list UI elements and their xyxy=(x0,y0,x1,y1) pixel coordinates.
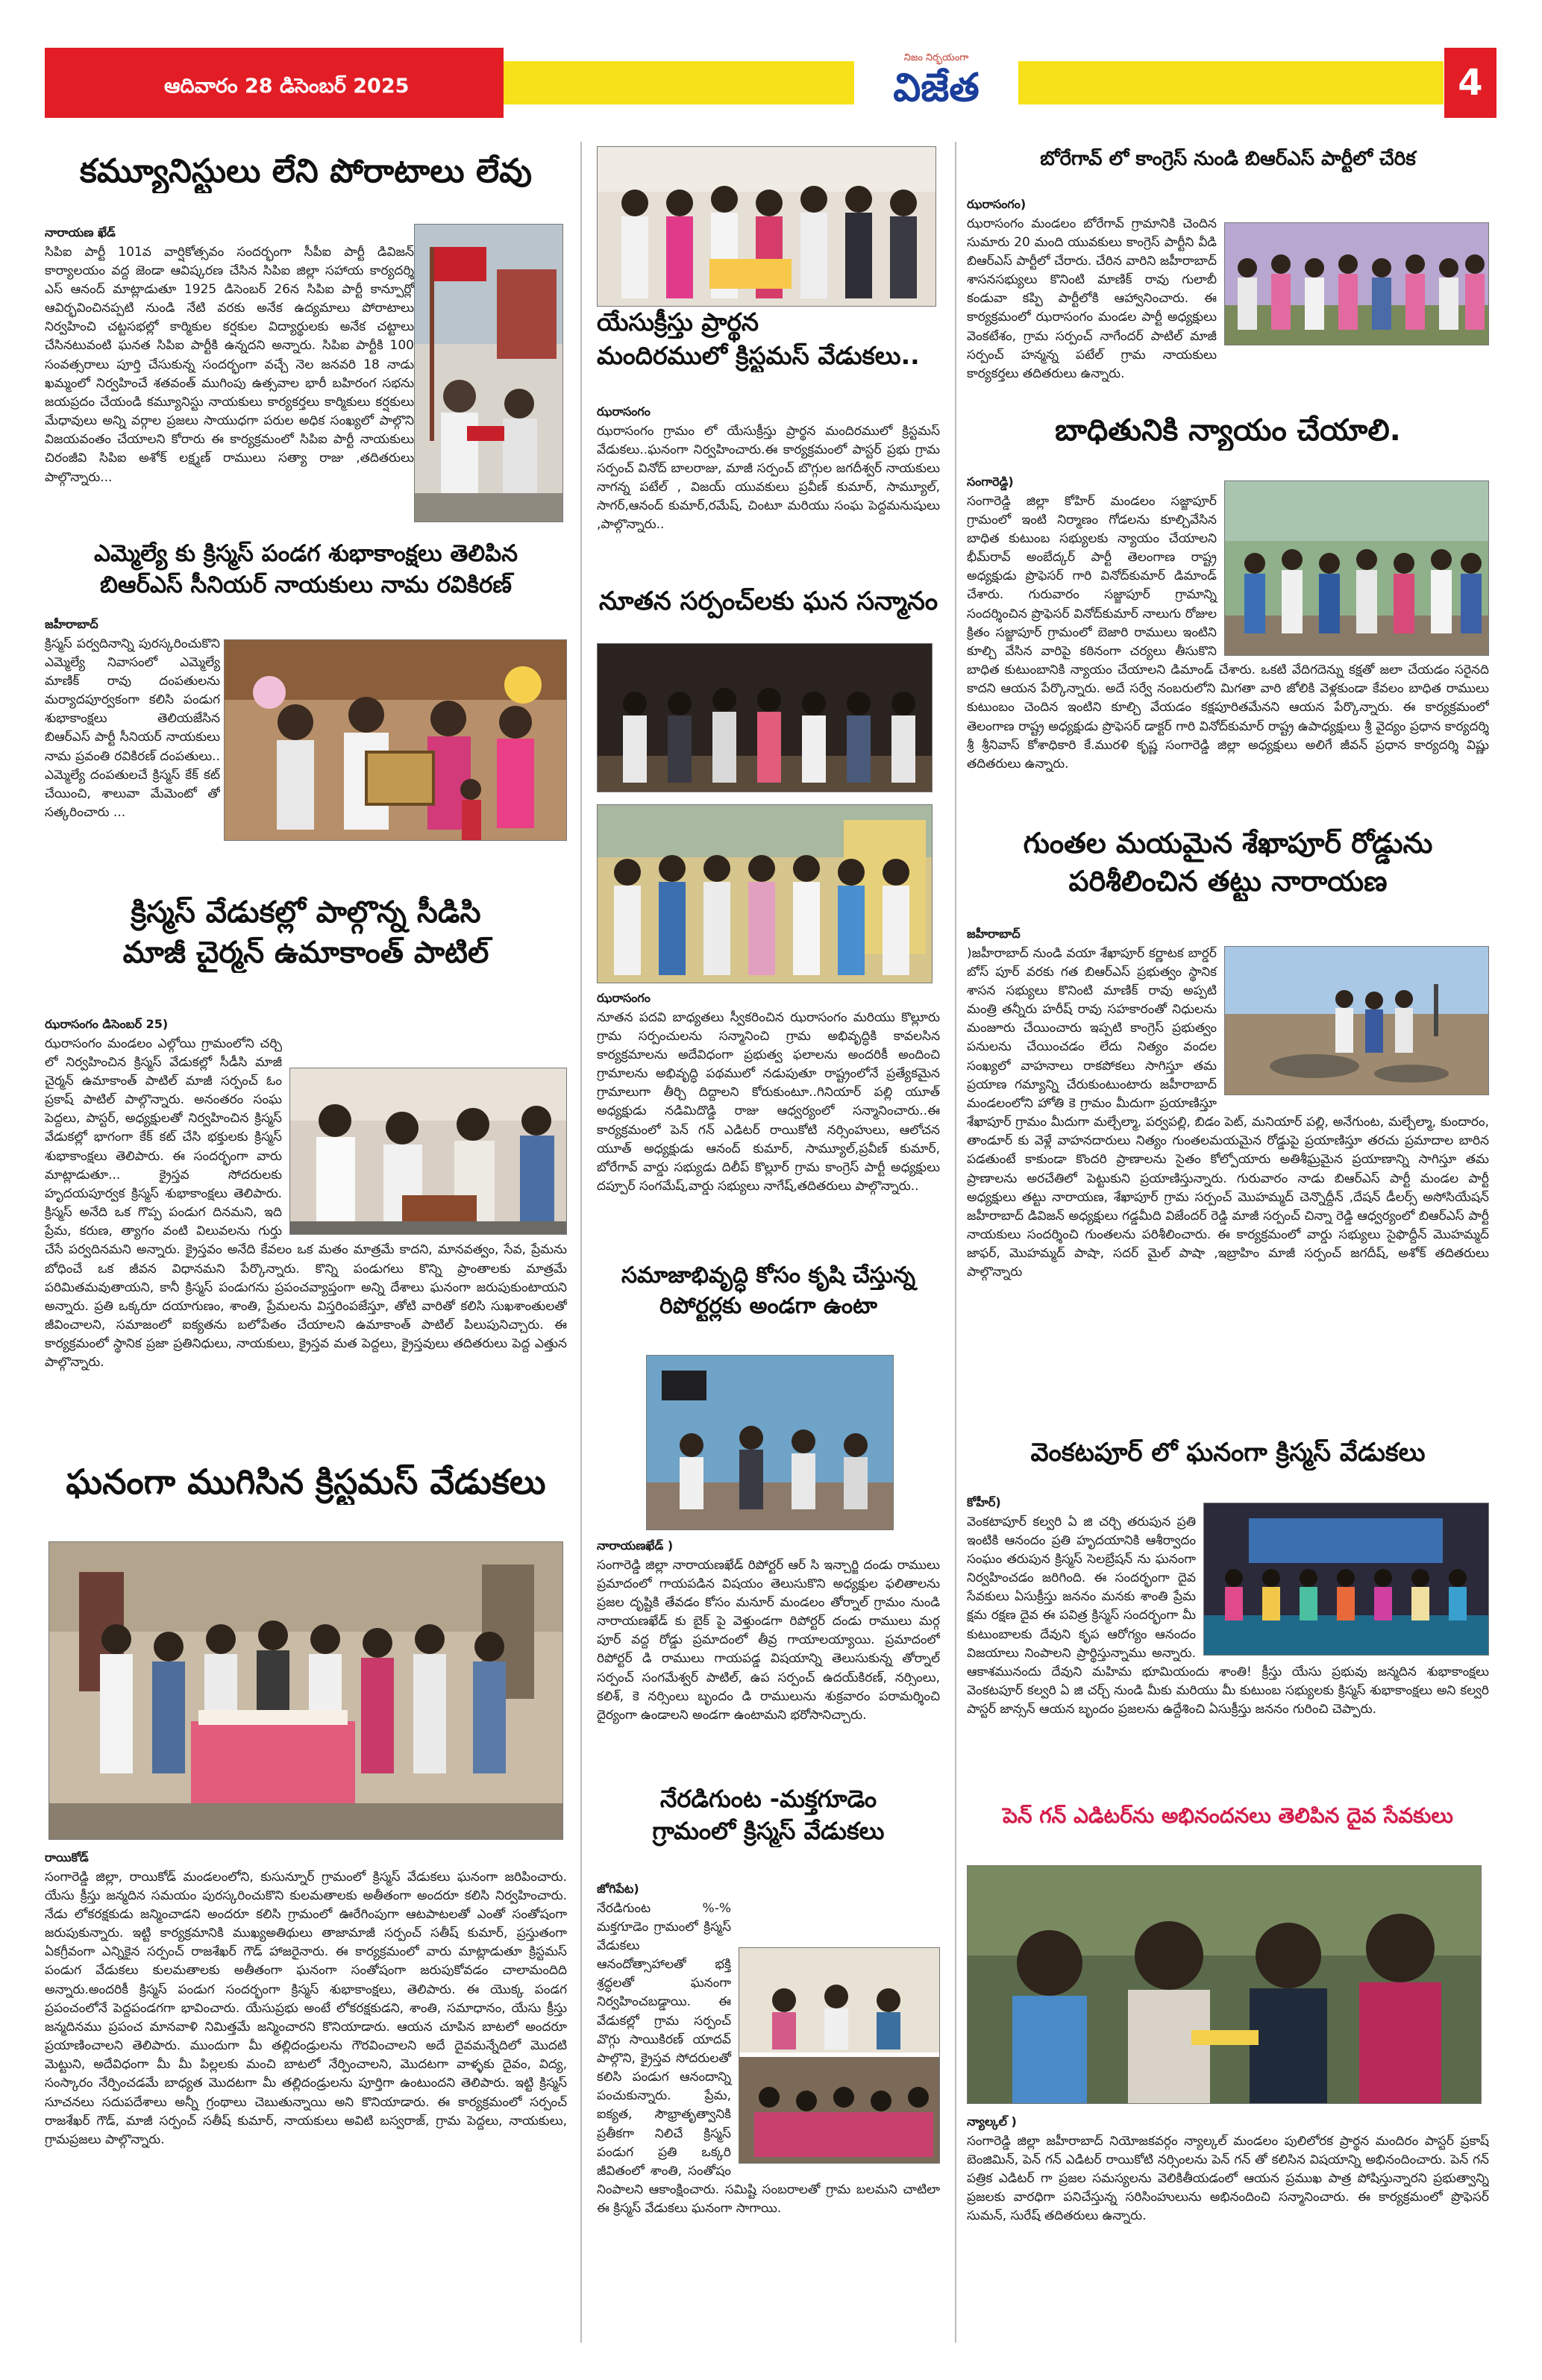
headline-mla-wishes xyxy=(45,539,567,601)
photo-mla-family xyxy=(224,639,567,841)
story-text: వెంకటాపూర్ కల్వరి ఏ జి చర్చి తరుపున ప్రతి ఇంటికి ఆనందం ప్రతి హృదయానికి ఆశీర్వాదం సంఘం తరుపున క్రిస్మస్ సెలబ్రేషన్ ను ఘనంగా నిర్వహించడం జరిగింది. ఈ సందర్భంగా దైవ సేవకులు ఏసుక్రీస్తు జననం మనకు శాంతి ప్రేమ క్షమ రక్షణ దైవ ఈ పవిత్ర క్రిస్మస్ సందర్భంగా మీ కుటుంబాలకు దేవుని కృప ఆరోగ్యం ఆనందం విజయాలు నింపాలని ప్రార్థిస్తున్నాము అన్నారు. ఆకాశమునందు దేవుని మహిమ భూమియందు శాంతి! క్రీస్తు యేసు ప్రభువు జన్మదిన శుభాకాంక్షలు వెంకటపూర్ కల్వరి ఏ జి చర్చ్ నుండి మీకు మరియు మీ కుటుంబ సభ్యులకు క్రిస్మస్ శుభాకాంక్షలు అని కల్వరి పాస్టర్ జాన్సన్ ఆయన బృందం ప్రజలను ఉద్దేశించి ఏసుక్రీస్తు జననం గురించి చెప్పారు. xyxy=(967,1514,1489,1717)
photo-victim-meeting-image xyxy=(1225,481,1489,656)
story-venkatapur xyxy=(967,1494,1489,1792)
headline-line: మందిరములో క్రిస్టమస్ వేడుకలు.. xyxy=(597,340,920,370)
dateline: ఝరాసంగం) xyxy=(967,197,1027,211)
photo-reporters xyxy=(646,1355,894,1530)
story-text: సంగారెడ్డి జిల్లా, రాయికోడ్ మండలంలోని, కుసున్నూర్ గ్రామంలో క్రిస్మస్ వేడుకలు ఘనంగా జరిపించారు. యేసు క్రీస్తు జన్మదిన సమయం పురస్కరించుకొని కులమతాలకు అతీతంగా అందరూ కలిసి నిర్వహించారు. నేడు లోకరక్షకుడు జన్మించాడని అందరూ కలిసి గ్రామంలో ఊరేగింపుగా ఆటపాటలతో ఎంతో సంతోషంగా జరుపుకున్నారు. ఇట్టి కార్యక్రమానికి ముఖ్యఅతిథులు తాజామాజీ సర్పంచ్ సతీష్ కుమార్, ప్రస్తుతంగా ఏకగ్రీవంగా ఎన్నికైన సర్పంచ్ రాజశేఖర్ గౌడ్ హాజరైనారు. ఈ కార్యక్రమంలో వారు మాట్లాడుతూ క్రిస్టమస్ పండుగ వేడుకలు కులమతాలకు అతీతంగా ఘనంగా సంతోషంగా జరుపుకోవడం చాలామందిది అన్నారు.అందరికీ క్రిస్మస్ పండుగ సందర్భంగా క్రిస్మస్ శుభాకాంక్షలు, తెలిపారు. ఈ యొక్క పండగ ప్రపంచంలోనే పెద్దపండగగా భావించారు. యేసుప్రభు అంటే లోకరక్షకుడని, శాంతి, సమాధానం, యేసు క్రీస్తు జన్మదినము ప్రపంచ మానవాళి నిమిత్తమే జన్మించారని కొనియాడారు. ఆయన చూపిన బాటలో అందరూ ప్రయాణించాలని తెలిపారు. ముందుగా మీ తల్లిదండ్రులను గౌరవించాలని అదే దైవమన్నేదిలో మొదటి మెట్టుని, అదేవిధంగా మీ మీ పిల్లలకు మంచి బాటలో నేర్పించాలని, మొదటగా వాళ్ళకు దైవం, విద్య, సంస్కారం నేర్పించడమే బాధ్యత మొదటగా మీ తల్లిదండ్రులను పూర్తిగా ఉంటుందని తెలిపారు. ఇట్టి క్రిస్మస్ సూచనలు సదుపదేశాలు అన్నీ గ్రంథాలు చెబుతున్నాయి అని కొనియాడారు. ఈ కార్యక్రమంలో సర్పంచ్ రాజశేఖర్ గౌడ్, మాజీ సర్పంచ్ సతీష్ కుమార్, నాయకులు అవిటి బస్వరాజ్, గ్రామ పెద్దలు, నాయకులు, గ్రామప్రజలు పాల్గొన్నారు. xyxy=(45,1869,567,2147)
photo-cake-cutting xyxy=(289,1068,567,1235)
dateline: ఝరాసంగం xyxy=(597,404,651,419)
column-divider xyxy=(580,142,582,2343)
photo-brs-joining xyxy=(1224,222,1489,345)
headline-line: గుంతల మయమైన శేఖాపూర్ రోడ్డును xyxy=(1023,827,1433,859)
photo-christmas-group xyxy=(48,1541,563,1840)
headline-umakanth xyxy=(45,892,567,973)
story-text: ఝరాసంగం మండలం ఎల్గోయి గ్రామంలోని చర్చి లో నిర్వహించిన క్రిస్మస్ వేడుకల్లో సీడీసి మాజీ చైర్మన్ ఉమాకాంత్ పాటిల్ మాజీ సర్పంచ్ ఓం ప్రకాష్ పాటిల్ పాల్గొన్నారు. అనంతరం సంఘ పెద్దలు, పాస్టర్, అధ్యక్షులతో నిర్వహించిన క్రిస్మస్ వేడుకల్లో భాగంగా కేక్ కట్ చేసి భక్తులకు క్రిస్మస్ శుభాకాంక్షలు తెలిపారు. ఈ సందర్భంగా వారు మాట్లాడుతూ... క్రైస్తవ సోదరులకు హృదయపూర్వక క్రిస్మస్ శుభాకాంక్షలు తెలిపారు. క్రిస్మస్ అనేది ఒక గొప్ప పండుగ దినమని, ఇది ప్రేమ, కరుణ, త్యాగం వంటి విలువలను గుర్తు చేసే పర్వదినమని అన్నారు. క్రైస్తవం అనేది కేవలం ఒక మతం మాత్రమే కాదని, మానవత్వం, సేవ, ప్రేమను బోధించే ఒక జీవన విధానమని పేర్కొన్నారు. కొన్ని పండుగలు కొన్ని ప్రాంతాలకు మాత్రమే పరిమితమవుతాయని, కానీ క్రిస్మస్ పండుగను ప్రపంచవ్యాప్తంగా అన్ని దేశాలు ఘనంగా జరుపుకుంటాయని అన్నారు. ప్రతి ఒక్కరూ దయాగుణం, శాంతి, ప్రేమలను విస్తరింపజేస్తూ, తోటి వారితో కలిసి సుఖశాంతులతో జీవించాలని, సమాజంలో ఐక్యతను బలోపేతం చేయాలని ఉమాకాంత్ పాటిల్ పిలుపునిచ్చారు. ఈ కార్యక్రమంలో స్థానిక ప్రజా ప్రతినిధులు, నాయకులు, క్రైస్తవ మత పెద్దలు, క్రైస్తవులు తదితరులు పెద్ద ఎత్తున పాల్గొన్నారు. xyxy=(45,1036,567,1371)
photo-sarpanch-night xyxy=(597,643,933,792)
story-umakanth xyxy=(45,1015,567,1448)
headline-justice-victim: బాధితునికి న్యాయం చేయాలి. xyxy=(1055,413,1401,448)
headline-line: ఎమ్మెల్యే కు క్రిస్మస్ పండగ శుభాకాంక్షలు తెలిపిన xyxy=(94,540,518,567)
photo-church-celebration-image xyxy=(598,147,936,307)
photo-sarpanch-night-image xyxy=(598,644,933,792)
headline-pengun-editor: పెన్ గన్ ఎడిటర్‌ను అభినందనలు తెలిపిన దైవ సేవకులు xyxy=(1003,1803,1453,1828)
dateline: నారాయణ ఖేడ్ xyxy=(45,225,116,239)
story-brs-joining xyxy=(967,195,1489,408)
logo-text: విజేత xyxy=(893,65,980,110)
story-text: ఝరాసంగం మండలం బోరేగావ్ గ్రామానికి చెందిన సుమారు 20 మంది యువకులు కాంగ్రెస్ పార్టీని వీడి బిఆర్ఎస్ పార్టీలో చేరారు. చేరిన వారిని జహీరాబాద్ శాసనసభ్యులు కొనింటి మాణిక్ రావు గులాబీ కండువా కప్పి పార్టీలోకి ఆహ్వానించారు. ఈ కార్యక్రమంలో ఝరాసంగం మండల పార్టీ అధ్యక్షులు వెంకటేశం, గ్రామ సర్పంచ్ నాగేందర్ పాటిల్ మాజీ సర్పంచ్ హన్మన్న పటేల్ గ్రామ నాయకులు కార్యకర్తలు తదితరులు ఉన్నారు. xyxy=(967,216,1217,381)
headline-brs-joining: బోరేగావ్ లో కాంగ్రెస్ నుండి బిఆర్ఎస్ పార్టీలో చేరిక xyxy=(1040,148,1416,170)
story-text: సిపిఐ పార్టీ 101వ వార్షికోత్సవం సందర్భంగా సీపీఐ పార్టీ డివిజన్ కార్యాలయం వద్ద జెండా ఆవిష్కరణ చేసిన సిపిఐ జిల్లా సహాయ కార్యదర్శి ఎస్ ఆనంద్ మాట్లాడుతూ 1925 డిసెంబర్ 26న సిపిఐ పార్టీ కాన్పూర్లో ఆవిర్భవించినప్పటి నుండి నేటి వరకు అనేక ఉద్యమాలు పోరాటాలు నిర్వహించి చట్టసభల్లో కార్మికుల కర్షకుల విద్యార్థులకు అనేక చట్టాలు చేసినటువంటి ఘనత సిపిఐ పార్టీకి ఉన్నదని అన్నారు. సిపిఐ పార్టీకి 100 సంవత్సరాలు పూర్తి చేసుకున్న సందర్భంగా వచ్చే నెల జనవరి 18 నాడు ఖమ్మంలో నిర్వహించే శతవంత్ ముగింపు ఉత్సవాల భారీ బహిరంగ సభను జయప్రదం చేయండి కమ్యూనిస్టు నాయకులు కార్యకర్తలు కార్మికులు కర్షకులు మేధావులు అన్ని వర్గాల ప్రజలు సాయుధగా పరుల అధిక సంఖ్యలో పాల్గొని విజయవంతం చేయాలని కోరారు ఈ కార్యక్రమంలో సిపిఐ పార్టీ నాయకులు చిరంజీవి సిపిఐ అశోక్ లక్ష్మణ్ రాములు సత్యా రాజు ,తదితరులు పాల్గొన్నారు... xyxy=(45,244,414,485)
headline-line: బిఆర్ఎస్ సీనియర్ నాయకులు నామ రవికిరణ్ xyxy=(99,571,513,598)
dateline: జహీరాబాద్ xyxy=(967,927,1021,941)
headline-line: రిపోర్టర్లకు అండగా ఉంటా xyxy=(659,1292,877,1319)
photo-reporters-image xyxy=(647,1356,894,1530)
masthead xyxy=(45,48,1496,118)
headline-line: పరిశీలించిన తట్టు నారాయణ xyxy=(1068,865,1388,898)
photo-sarpanch-day-image xyxy=(598,805,933,983)
photo-cake-cutting-image xyxy=(290,1068,567,1235)
photo-brs-joining-image xyxy=(1225,223,1489,345)
dateline: రాయికోడ్ xyxy=(45,1850,89,1864)
photo-cpi-flag-image xyxy=(415,225,563,522)
story-text: సంగారెడ్డి జిల్లా నారాయణఖేడ్ రిపోర్టర్ ఆర్ సి ఇన్చార్జి దండు రాములు ప్రమాదంలో గాయపడిన విషయం తెలుసుకొని అధ్యక్షుల ఫలితాలను ప్రజల దృష్టికి తేవడం కోసం మనూర్ మండలం తోర్నాల్ గ్రామం నుండి నారాయణఖేడ్ కు బైక్ పై వెళ్తుండగా రిపోర్టర్ దండు రాములు మర్గ పూర్ వద్ద రోడ్డు ప్రమాదంలో తీవ్ర గాయాలయ్యాయి. ప్రమాదంలో రిపోర్టర్ డి రాములు గాయపడ్డ విషయాన్ని తెలుసుకున్న తోర్నాల్ సర్పంచ్ సంగమేశ్వర్ పాటిల్, ఉప సర్పంచ్ ఉదయ్‌కిరణ్, నర్సింలు, కలిశ్, కె నర్సింలు బృందం డి రాములును శుక్రవారం పరామర్శించి దైర్యంగా ఉండాలని అండగా ఉంటామని భరోసానిచ్చారు. xyxy=(597,1557,940,1723)
dateline: సంగారెడ్డి) xyxy=(967,475,1014,489)
page-number: 4 xyxy=(1444,48,1496,118)
story-text: నేరడిగుంట %-% మక్తగూడెం గ్రామంలో క్రిస్మస్ వేడుకలు ఆనందోత్సాహాలతో భక్తి శ్రద్ధలతో ఘనంగా నిర్వహించబడ్డాయి. ఈ వేడుకల్లో గ్రామ సర్పంచ్ వొగ్గు సాయికిరణ్ యాదవ్ పాల్గొని, క్రైస్తవ సోదరులతో కలిసి పండుగ ఆనందాన్ని పంచుకున్నారు. ప్రేమ, ఐక్యత, సౌభ్రాతృత్వానికి ప్రతీకగా నిలిచే క్రిస్మస్ పండుగ ప్రతి ఒక్కరి జీవితంలో శాంతి, సంతోషం నింపాలని ఆకాంక్షించారు. సమిష్టి సంబరాలతో గ్రామ బలమని చాటిలా ఈ క్రిస్మస్ వేడుకలు ఘనంగా సాగాయి. xyxy=(597,1900,940,2217)
headline-reporters-support xyxy=(597,1261,940,1321)
headline-venkatapur: వెంకటపూర్ లో ఘనంగా క్రిస్మస్ వేడుకలు xyxy=(1030,1438,1426,1468)
story-christmas-concluded xyxy=(45,1849,567,2341)
headline-line: గ్రామంలో క్రిస్మస్ వేడుకలు xyxy=(652,1817,885,1846)
story-text: )జహీరాబాద్ నుండి వయా శేఖాపూర్ కర్ణాటక బార్డర్ బోస్ పూర్ వరకు గత బిఆర్ఎస్ ప్రభుత్వం స్థానిక శాసన సభ్యులు కొనింటి మాణిక్ రావు అప్పటి మంత్రి తన్నీరు హరీష్ రావు సహకారంతో నిధులను మంజూరు చేయించారు ఇప్పటి కాంగ్రెస్ ప్రభుత్వం పనులను చేయించడం లేదు నిత్యం వందల సంఖ్యలో వాహనాలు రాకపోకలు సాగిస్తూ తమ ప్రయాణ గమ్యాన్ని చేరుకుంటుంటారు జహీరాబాద్ మండలంలోని హోతి కె గ్రామం మీదుగా ప్రయాణిస్తూ శేఖాపూర్ గ్రామం మీదుగా మల్చేల్మా, పర్వపల్లి, బిడం పెట్, మనియార్ పల్లి, అనేగుంట, మల్చేల్మా, కుందారం, తాండూర్ కు వెళ్లే వాహనదారులు నిత్యం గుంతలమయమైన రోడ్డుపై ప్రయాణిస్తూ తరచు ప్రమాదాల బారిన పడతుంటే కాకుండా కొందరి ప్రాణాలను సైతం కోల్పోయారు అతిశీఘ్రమైన ప్రయాణాన్ని సాగిస్తూ తమ ప్రాణాలను అరచేతిలో పెట్టుకుని ప్రయాణిస్తున్నారు. గురువారం నాడు బిఆర్ఎస్ పార్టీ మండల పార్టీ అధ్యక్షులు తట్టు నారాయణ, శేఖాపూర్ గ్రామ సర్పంచ్ మొహమ్మద్ చెన్నొద్దీన్ ,దేషన్ డీలర్స్ అసోసియేషన్ జహీరాబాద్ డివిజన్ అధ్యక్షులు గడ్డమీది విజేందర్ రెడ్డి మాజీ సర్పంచ్ చిన్నా రెడ్డి ఆధ్వర్యంలో బిఆర్ఎస్ పార్టీ నాయకులు సందర్శించి గుంతలను పరిశీలించారు. ఈ కార్యక్రమంలో వార్డు సభ్యులు సైఫొద్దీన్ మొహమ్మద్ జాఫర్, మొహమ్మద్ పాషా, సదర్ మైల్ పాషా ,ఇబ్రాహిం మాజీ సర్పంచ్ జగదీష్, అశోక్ తదితరులు పాల్గొన్నారు xyxy=(967,945,1489,1280)
story-text: ఝరాసంగం గ్రామం లో యేసుక్రీస్తు ప్రార్థన మందిరములో క్రిస్టమస్ వేడుకలు..ఘనంగా నిర్వహించారు.ఈ కార్యక్రమంలో పాస్టర్ ప్రభు గ్రామ సర్పంచ్ వినోద్ బాలరాజు, మాజీ సర్పంచ్ బొగ్గుల జగదీశ్వర్ నాయకులు నాగన్న పటేల్ , విజయ్ యువకులు ప్రవీణ్ కుమార్, సామ్యూల్, సాగర్,ఆనంద్ కుమార్,రమేష్, చింటూ మరియు సంఘ పెద్దమనుషులు ,పాల్గొన్నారు.. xyxy=(597,423,940,533)
photo-church-celebration xyxy=(597,146,936,307)
headline-line: క్రిస్మస్ వేడుకల్లో పాల్గొన్న సీడిసి xyxy=(131,895,481,930)
photo-sarpanch-day xyxy=(597,804,933,983)
issue-date: ఆదివారం 28 డిసెంబర్ 2025 xyxy=(164,75,410,98)
newspaper-logo xyxy=(854,49,1018,116)
story-mla-wishes xyxy=(45,616,220,847)
dateline: కోహీర్) xyxy=(967,1495,1001,1509)
photo-pengun-editor xyxy=(967,1865,1482,2104)
photo-cpi-flag xyxy=(414,224,563,522)
dateline: ఝరాసంగం xyxy=(597,991,651,1005)
photo-potholed-road-image xyxy=(1225,947,1489,1095)
headline-potholed-road xyxy=(967,824,1489,901)
headline-line: యేసుక్రీస్తు ప్రార్థన xyxy=(597,307,759,336)
story-text: క్రిస్మస్ పర్వదినాన్ని పురస్కరించుకొని ఎమ్మెల్యే నివాసంలో ఎమ్మెల్యే మాణిక్ రావు దంపతులను మర్యాదపూర్వకంగా కలిసి పండుగ శుభాకాంక్షలు తెలియజేసిన బిఆర్ఎస్ పార్టీ సీనియర్ నాయకులు నామ ప్రవంతి రవికిరణ్ దంపతులు.. ఎమ్మెల్యే దంపతులచే క్రిస్మస్ కేక్ కట్ చేయించి, శాలువా మేమెంటో తో సత్కరించారు ... xyxy=(45,636,220,821)
masthead-red-bar xyxy=(45,48,504,118)
headline-sarpanch-felicitation: నూతన సర్పంచ్‌లకు ఘన సన్మానం xyxy=(598,586,938,616)
headline-communists: కమ్యూనిస్టులు లేని పోరాటాలు లేవు xyxy=(79,152,533,190)
photo-christmas-group-image xyxy=(49,1542,563,1840)
photo-venkatapur-stage-image xyxy=(1204,1503,1489,1656)
photo-neradigunta-image xyxy=(739,1948,940,2164)
logo-tagline: నిజం నిర్భయంగా xyxy=(903,52,969,63)
story-reporters-support xyxy=(597,1537,940,1776)
story-text: సంగారెడ్డి జిల్లా కోహిర్ మండలం సజ్జాపూర్ గ్రామంలో ఇంటి నిర్మాణం గోడలను కూల్చివేసిన బాధిత కుటుంబ సభ్యులకు న్యాయం చేయాలని భీమ్‌రావ్ అంబేద్కర్ పార్టీ తెలంగాణ రాష్ట్ర అధ్యక్షుడు ప్రొఫెసర్ గారి వినోద్‌కుమార్ డిమాండ్ చేశారు. గురువారం సజ్జాపూర్ గ్రామాన్ని సందర్శించిన ప్రొఫెసర్ వినోద్‌కుమార్ నాలుగు రోజుల క్రితం సజ్జాపూర్ గ్రామంలో బెజారి రాములు ఇంటిని కూల్చి వేసిన వారిపై కఠినంగా చర్యలు తీసుకొని బాధిత కుటుంబానికి న్యాయం చేయాలని డిమాండ్ చేశారు. ఒకటి వేదిగదెన్ను కక్షతో జలా చేయడం సరైనది కాదని ఆయన పేర్కొన్నారు. అదే సర్వే నంబరులోని మిగతా వారి జోలికి వెళ్లకుండా కేవలం బాధిత రాములు కుటుంబం చెందిన ఇంటిని కూల్చి వేయడం కక్షపూరితమేనని ఆయన పేర్కొన్నారు. ఈ కార్యక్రమంలో తెలంగాణ రాష్ట్ర అధ్యక్షుడు ప్రొఫెసర్ డాక్టర్ గారి వినోద్‌కుమార్ రాష్ట్ర ఉపాధ్యక్షులు శ్రీ వైద్యం ప్రధాన కార్యదర్శి శ్రీ శ్రీనివాస్ కోశాధికారి కే.మురళి కృష్ణ సంగారెడ్డి జిల్లా అధ్యక్షులు అలిగే జీవన్ ప్రధాన కార్యదర్శి విష్ణు తదితరులు ఉన్నారు. xyxy=(967,493,1489,771)
photo-pengun-editor-image xyxy=(968,1866,1482,2104)
story-text: సంగారెడ్డి జిల్లా జహీరాబాద్ నియోజకవర్గం న్యాల్కల్ మండలం పులిలోరక ప్రార్థన మందిరం పాస్టర్ ప్రకాష్ బెంజిమిన్, పెన్ గన్ ఎడిటర్ రాయికోటి నర్సింలను పెన్ గన్ తో కలిసిన విషయాన్ని అభినందించారు. పెన్ గన్ పత్రిక ఎడిటర్ గా ప్రజల సమస్యలను వెలికితీయడంలో ఆయన ప్రముఖ పాత్ర పోషిస్తున్నారని ప్రభుత్వాన్ని ప్రజలకు వారధిగా పనిచేస్తున్న సరిసింహులును అభినందించి సన్మానించారు. ఈ కార్యక్రమంలో ప్రొఫెసర్ సుమన్, సురేష్ తదితరులు ఉన్నారు. xyxy=(967,2133,1489,2224)
story-text: నూతన పదవి బాధ్యతలు స్వీకరించిన ఝరాసంగం మరియు కొల్లూరు గ్రామ సర్పంచులను సన్మానించి గ్రామ అభివృద్ధికి కావలసిన కార్యక్రమాలను అదేవిధంగా ప్రభుత్వ ఫలాలను అందరికీ అందించి గ్రామాలను అభివృద్ధి పథములో నడుపుతూ రాష్ట్రంలోనే ప్రత్యేకమైన గ్రామాలుగా తీర్చి దిద్దాలని కోరుకుంటూ..గినియార్ పల్లి యూత్ అధ్యక్షుడు నడిమిదొడ్డి రాజు ఆధ్వర్యంలో సన్మానించారు..ఈ కార్యక్రమంలో పెన్ గన్ ఎడిటర్ రాయికోటి నర్సింహులు, ఆలోచన యూత్ అధ్యక్షుడు ఆనంద్ కుమార్, సామ్యూల్,ప్రవీణ్ కుమార్, బోరేగావ్ వార్డు సభ్యుడు దిలీప్ కొల్లూర్ గ్రామ కాంగ్రెస్ పార్టీ అధ్యక్షులు దప్పూర్ సంగమేష్,వార్డు సభ్యులు నాగేష్,తదితరులు పాల్గొన్నారు.. xyxy=(597,1009,940,1194)
dateline: న్యాల్కల్ ) xyxy=(967,2114,1017,2129)
headline-line: నేరడిగుంట -మక్తగూడెం xyxy=(659,1785,877,1813)
headline-line: మాజీ చైర్మన్ ఉమాకాంత్ పాటిల్ xyxy=(122,936,489,970)
story-neradigunta xyxy=(597,1880,940,2343)
story-communists xyxy=(45,224,414,537)
headline-line: సమాజాభివృద్ధి కోసం కృషి చేస్తున్న xyxy=(621,1262,916,1288)
story-pengun-editor xyxy=(967,2113,1489,2337)
photo-mla-family-image xyxy=(225,640,567,841)
dateline: జహీరాబాద్ xyxy=(45,617,98,631)
headline-church-christmas xyxy=(597,306,947,372)
headline-christmas-concluded: ఘనంగా ముగిసిన క్రిస్టమస్ వేడుకలు xyxy=(66,1462,546,1502)
dateline: జోగిపేట) xyxy=(597,1882,639,1896)
dateline: నారాయణఖేడ్ ) xyxy=(597,1538,674,1553)
story-church-christmas xyxy=(597,403,940,580)
photo-neradigunta xyxy=(739,1947,940,2164)
photo-venkatapur-stage xyxy=(1203,1503,1489,1656)
story-justice-victim xyxy=(967,473,1489,821)
story-sarpanch-felicitation xyxy=(597,989,940,1250)
dateline: ఝరాసంగం డిసెంబర్ 25) xyxy=(45,1017,169,1031)
headline-neradigunta xyxy=(597,1783,940,1847)
photo-victim-meeting xyxy=(1224,480,1489,656)
column-divider xyxy=(955,142,956,2343)
story-potholed-road xyxy=(967,925,1489,1429)
photo-potholed-road xyxy=(1224,946,1489,1095)
